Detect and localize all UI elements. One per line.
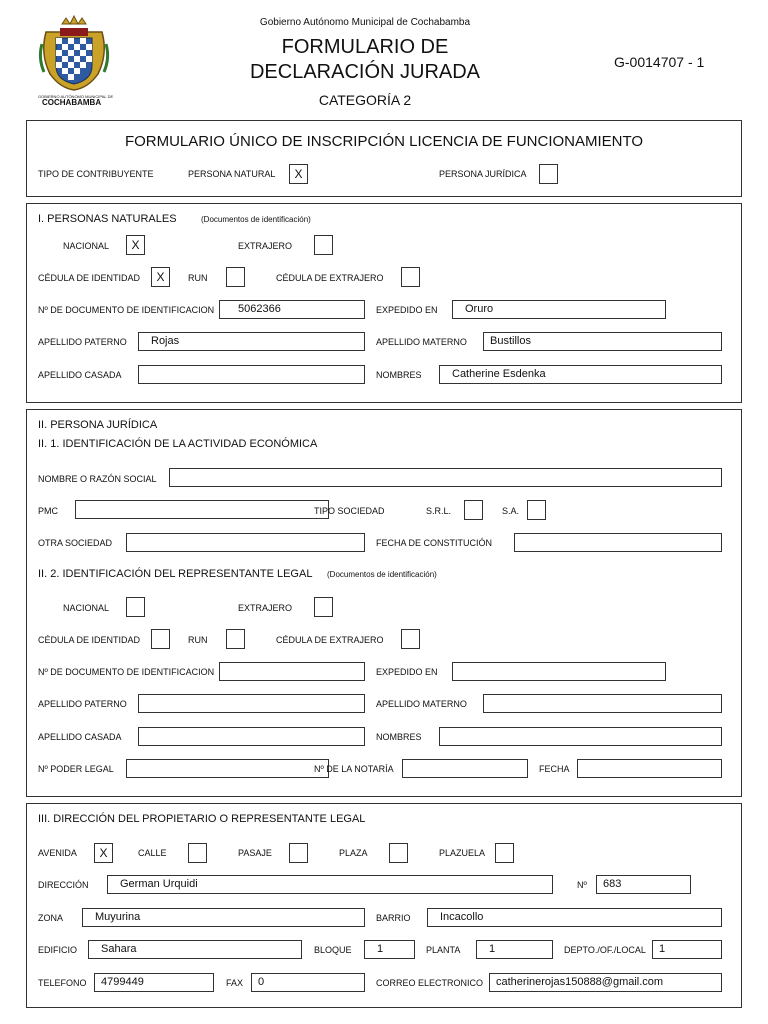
- rep-id-card-label: CÉDULA DE IDENTIDAD: [38, 635, 141, 645]
- rep-run-checkbox[interactable]: [226, 629, 245, 649]
- phone-field[interactable]: 4799449: [94, 973, 214, 992]
- rep-foreign-checkbox[interactable]: [314, 597, 333, 617]
- other-company-label: OTRA SOCIEDAD: [38, 538, 113, 548]
- passage-label: PASAJE: [238, 848, 272, 858]
- section1-note: (Documentos de identificación): [201, 215, 311, 224]
- legal-person-checkbox[interactable]: [539, 164, 558, 184]
- run-label: RUN: [188, 273, 208, 283]
- married-surname-label: APELLIDO CASADA: [38, 370, 122, 380]
- section2-sub2-note: (Documentos de identificación): [327, 570, 437, 579]
- avenue-checkbox[interactable]: X: [94, 843, 113, 863]
- building-label: EDIFICIO: [38, 945, 78, 955]
- rep-names-field[interactable]: [439, 727, 722, 746]
- rep-issued-in-field[interactable]: [452, 662, 666, 681]
- rep-maternal-surname-field[interactable]: [483, 694, 722, 713]
- maternal-surname-label: APELLIDO MATERNO: [376, 337, 467, 347]
- other-company-field[interactable]: [126, 533, 365, 552]
- street-label: CALLE: [138, 848, 167, 858]
- national-checkbox[interactable]: X: [126, 235, 145, 255]
- square-checkbox[interactable]: [389, 843, 408, 863]
- section-legal-person: [26, 409, 742, 797]
- srl-checkbox[interactable]: [464, 500, 483, 520]
- address-field[interactable]: German Urquidi: [107, 875, 553, 894]
- section2-sub1-title: II. 1. IDENTIFICACIÓN DE LA ACTIVIDAD ECONÓMICA: [38, 438, 318, 450]
- rep-paternal-surname-label: APELLIDO PATERNO: [38, 699, 127, 709]
- building-field[interactable]: Sahara: [88, 940, 302, 959]
- id-card-label: CÉDULA DE IDENTIDAD: [38, 273, 141, 283]
- passage-checkbox[interactable]: [289, 843, 308, 863]
- address-label: DIRECCIÓN: [38, 880, 89, 890]
- neighborhood-label: BARRIO: [376, 913, 411, 923]
- fax-field[interactable]: 0: [251, 973, 365, 992]
- rep-document-number-field[interactable]: [219, 662, 365, 681]
- foreign-label: EXTRAJERO: [238, 241, 293, 251]
- rep-issued-in-label: EXPEDIDO EN: [376, 667, 438, 677]
- sa-label: S.A.: [502, 506, 520, 516]
- company-type-label: TIPO SOCIEDAD: [314, 506, 385, 516]
- small-square-checkbox[interactable]: [495, 843, 514, 863]
- section2-sub2-title: II. 2. IDENTIFICACIÓN DEL REPRESENTANTE LEGAL: [38, 568, 313, 580]
- natural-person-checkbox[interactable]: X: [289, 164, 308, 184]
- email-label: CORREO ELECTRONICO: [376, 978, 484, 988]
- issued-in-label: EXPEDIDO EN: [376, 305, 438, 315]
- section-owner-address: [26, 803, 742, 1008]
- incorporation-date-field[interactable]: [514, 533, 722, 552]
- paternal-surname-field[interactable]: Rojas: [138, 332, 365, 351]
- municipal-logo: [36, 14, 112, 110]
- rep-paternal-surname-field[interactable]: [138, 694, 365, 713]
- form-title-line2: DECLARACIÓN JURADA: [249, 61, 481, 83]
- pmc-label: PMC: [38, 506, 58, 516]
- taxpayer-type-label: TIPO DE CONTRIBUYENTE: [38, 169, 154, 179]
- street-number-label: Nº: [577, 880, 587, 890]
- license-form-title: FORMULARIO ÚNICO DE INSCRIPCIÓN LICENCIA DE FUNCIONAMIENTO: [124, 133, 644, 150]
- notary-number-field[interactable]: [402, 759, 528, 778]
- maternal-surname-field[interactable]: Bustillos: [483, 332, 722, 351]
- notary-number-label: Nº DE LA NOTARÍA: [314, 764, 394, 774]
- coat-of-arms-icon: [36, 14, 112, 94]
- section-natural-persons: [26, 203, 742, 403]
- foreign-id-label: CÉDULA DE EXTRAJERO: [276, 273, 384, 283]
- small-square-label: PLAZUELA: [439, 848, 486, 858]
- business-name-field[interactable]: [169, 468, 722, 487]
- avenue-label: AVENIDA: [38, 848, 77, 858]
- business-name-label: NOMBRE O RAZÓN SOCIAL: [38, 474, 157, 484]
- phone-label: TELEFONO: [38, 978, 87, 988]
- email-field[interactable]: catherinerojas150888@gmail.com: [489, 973, 722, 992]
- rep-foreign-id-label: CÉDULA DE EXTRAJERO: [276, 635, 384, 645]
- logo-caption: COCHABAMBA: [42, 98, 102, 107]
- power-of-attorney-label: Nº PODER LEGAL: [38, 764, 114, 774]
- married-surname-field[interactable]: [138, 365, 365, 384]
- block-field[interactable]: 1: [364, 940, 415, 959]
- form-code: G-0014707 - 1: [614, 54, 705, 70]
- rep-foreign-id-checkbox[interactable]: [401, 629, 420, 649]
- section-license-type: [26, 120, 742, 197]
- rep-married-surname-label: APELLIDO CASADA: [38, 732, 122, 742]
- legal-person-label: PERSONA JURÍDICA: [439, 169, 527, 179]
- street-checkbox[interactable]: [188, 843, 207, 863]
- rep-national-label: NACIONAL: [63, 603, 110, 613]
- document-number-label: Nº DE DOCUMENTO DE IDENTIFICACION: [38, 305, 215, 315]
- rep-maternal-surname-label: APELLIDO MATERNO: [376, 699, 467, 709]
- rep-run-label: RUN: [188, 635, 208, 645]
- square-label: PLAZA: [339, 848, 368, 858]
- street-number-field[interactable]: 683: [596, 875, 691, 894]
- section2-title: II. PERSONA JURÍDICA: [38, 419, 158, 431]
- rep-id-card-checkbox[interactable]: [151, 629, 170, 649]
- category: CATEGORÍA 2: [318, 92, 412, 108]
- rep-foreign-label: EXTRAJERO: [238, 603, 293, 613]
- foreign-id-checkbox[interactable]: [401, 267, 420, 287]
- date-field[interactable]: [577, 759, 722, 778]
- srl-label: S.R.L.: [426, 506, 452, 516]
- paternal-surname-label: APELLIDO PATERNO: [38, 337, 127, 347]
- rep-national-checkbox[interactable]: [126, 597, 145, 617]
- unit-field[interactable]: 1: [652, 940, 722, 959]
- unit-label: DEPTO./OF./LOCAL: [564, 945, 646, 955]
- run-checkbox[interactable]: [226, 267, 245, 287]
- issued-in-field[interactable]: Oruro: [452, 300, 666, 319]
- block-label: BLOQUE: [314, 945, 352, 955]
- incorporation-date-label: FECHA DE CONSTITUCIÓN: [376, 538, 493, 548]
- logo-caption-small: GOBIERNO AUTÓNOMO MUNICIPAL DE: [38, 94, 114, 99]
- neighborhood-field[interactable]: Incacollo: [427, 908, 722, 927]
- date-label: FECHA: [539, 764, 570, 774]
- power-of-attorney-field[interactable]: [126, 759, 329, 778]
- pmc-field[interactable]: [75, 500, 329, 519]
- rep-document-number-label: Nº DE DOCUMENTO DE IDENTIFICACION: [38, 667, 215, 677]
- natural-person-label: PERSONA NATURAL: [188, 169, 276, 179]
- fax-label: FAX: [226, 978, 244, 988]
- names-label: NOMBRES: [376, 370, 422, 380]
- floor-label: PLANTA: [426, 945, 461, 955]
- government-name: Gobierno Autónomo Municipal de Cochabamba: [259, 17, 471, 28]
- document-number-field[interactable]: 5062366: [219, 300, 365, 319]
- foreign-checkbox[interactable]: [314, 235, 333, 255]
- sa-checkbox[interactable]: [527, 500, 546, 520]
- form-title-line1: FORMULARIO DE: [281, 36, 449, 58]
- national-label: NACIONAL: [63, 241, 110, 251]
- floor-field[interactable]: 1: [476, 940, 553, 959]
- rep-names-label: NOMBRES: [376, 732, 422, 742]
- id-card-checkbox[interactable]: X: [151, 267, 170, 287]
- section3-title: III. DIRECCIÓN DEL PROPIETARIO O REPRESENTANTE LEGAL: [38, 813, 366, 825]
- zone-field[interactable]: Muyurina: [82, 908, 365, 927]
- section1-title: I. PERSONAS NATURALES: [38, 213, 177, 225]
- rep-married-surname-field[interactable]: [138, 727, 365, 746]
- zone-label: ZONA: [38, 913, 64, 923]
- names-field[interactable]: Catherine Esdenka: [439, 365, 722, 384]
